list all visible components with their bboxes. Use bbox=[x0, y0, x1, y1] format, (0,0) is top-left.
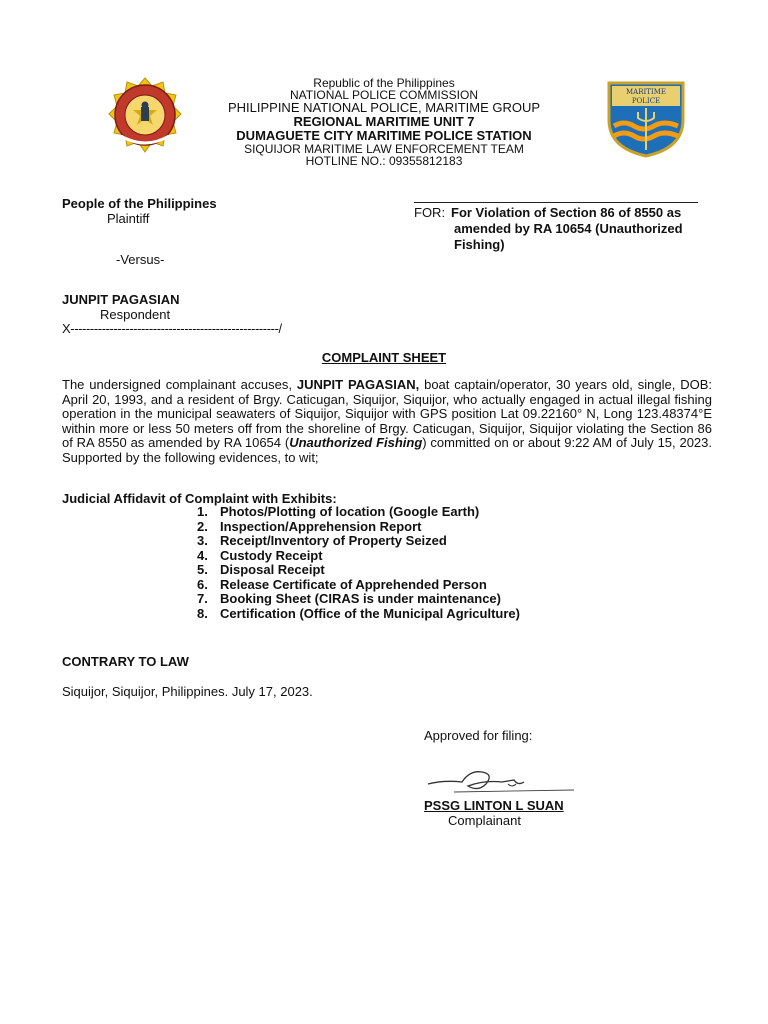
exhibit-text: Disposal Receipt bbox=[220, 562, 325, 577]
list-item bbox=[197, 505, 520, 520]
exhibit-text: Release Certificate of Apprehended Person bbox=[220, 576, 487, 592]
offense-name: Unauthorized Fishing bbox=[289, 435, 423, 451]
document-title: COMPLAINT SHEET bbox=[321, 350, 447, 365]
exhibit-number: 7. bbox=[197, 591, 208, 606]
exhibit-text: Custody Receipt bbox=[220, 547, 323, 563]
respondent-name: JUNPIT PAGASIAN bbox=[62, 292, 180, 307]
header-pnp-maritime: PHILIPPINE NATIONAL POLICE, MARITIME GROUP bbox=[227, 100, 541, 115]
list-item bbox=[197, 520, 520, 535]
respondent-role: Respondent bbox=[100, 307, 171, 322]
list-item bbox=[197, 592, 520, 607]
header-regional-unit: REGIONAL MARITIME UNIT 7 bbox=[293, 114, 475, 129]
header-napolcom: NATIONAL POLICE COMMISSION bbox=[289, 88, 479, 102]
exhibit-number: 2. bbox=[197, 518, 208, 534]
list-item bbox=[197, 607, 520, 622]
svg-text:POLICE: POLICE bbox=[631, 97, 661, 105]
contrary-to-law: CONTRARY TO LAW bbox=[62, 654, 189, 669]
exhibit-text: Receipt/Inventory of Property Seized bbox=[220, 533, 447, 548]
list-item bbox=[197, 534, 520, 549]
approval-label: Approved for filing: bbox=[424, 728, 533, 743]
caption-separator: X-----------------------------------------------------/ bbox=[62, 321, 282, 336]
for-label: FOR: bbox=[414, 205, 446, 220]
paragraph-text-1: The undersigned complainant accuses, bbox=[62, 377, 292, 392]
signatory-name: PSSG LINTON L SUAN bbox=[424, 798, 564, 813]
violation-line3: Fishing) bbox=[454, 237, 505, 252]
exhibit-text: Certification (Office of the Municipal Agriculture) bbox=[220, 605, 520, 621]
exhibit-text: Inspection/Apprehension Report bbox=[220, 518, 422, 534]
exhibit-number: 5. bbox=[197, 562, 208, 577]
place-and-date: Siquijor, Siquijor, Philippines. July 17, 2023. bbox=[62, 684, 313, 699]
header-station: DUMAGUETE CITY MARITIME POLICE STATION bbox=[236, 128, 532, 143]
maritime-police-badge-logo bbox=[606, 80, 686, 158]
header-republic: Republic of the Philippines bbox=[313, 76, 455, 90]
header-team: SIQUIJOR MARITIME LAW ENFORCEMENT TEAM bbox=[244, 142, 524, 156]
violation-line1: For Violation of Section 86 of 8550 as bbox=[451, 205, 682, 220]
list-item bbox=[197, 563, 520, 578]
signature-scribble bbox=[424, 762, 584, 802]
exhibits-heading: Judicial Affidavit of Complaint with Exhibits: bbox=[62, 491, 337, 506]
accused-name: JUNPIT PAGASIAN, bbox=[296, 377, 420, 392]
list-item bbox=[197, 578, 520, 593]
exhibit-text: Booking Sheet (CIRAS is under maintenance) bbox=[220, 591, 501, 606]
paragraph-text-3: ) committed on or about 9:22 AM of July 15, 2023. Supported by the following evidences, to wit; bbox=[62, 435, 712, 465]
exhibits-list bbox=[197, 505, 520, 621]
exhibit-number: 8. bbox=[197, 605, 208, 621]
list-item bbox=[197, 549, 520, 564]
signatory-role: Complainant bbox=[448, 813, 521, 828]
exhibit-text: Photos/Plotting of location (Google Earth) bbox=[220, 504, 480, 519]
case-number-line bbox=[414, 202, 698, 203]
exhibit-number: 1. bbox=[197, 504, 208, 519]
exhibit-number: 6. bbox=[197, 576, 208, 592]
header-hotline: HOTLINE NO.: 09355812183 bbox=[305, 154, 463, 168]
paragraph-text-2: boat captain/operator, 30 years old, single, DOB: April 20, 1993, and a resident of Brgy. Caticugan, Siquijor, Siquijor, who actually engaged in actual illegal fishing operation in the municipal seawaters of Siquijor, Siquijor with GPS position Lat 09.22160° N, Long 123.48374°E within more or less 50 meters off from the shoreline of Brgy. Caticugan, Siquijor, Siquijor violating the Section 86 of RA 8550 as amended by RA 10654 ( bbox=[62, 377, 713, 451]
plaintiff-role: Plaintiff bbox=[107, 211, 150, 226]
pnp-seal-logo bbox=[107, 76, 183, 156]
plaintiff-name: People of the Philippines bbox=[62, 196, 217, 211]
exhibit-number: 3. bbox=[197, 533, 208, 548]
exhibit-number: 4. bbox=[197, 547, 208, 563]
versus-label: -Versus- bbox=[116, 252, 165, 267]
svg-text:MARITIME: MARITIME bbox=[626, 88, 666, 96]
complaint-paragraph bbox=[62, 378, 712, 466]
violation-line2: amended by RA 10654 (Unauthorized bbox=[454, 221, 683, 236]
